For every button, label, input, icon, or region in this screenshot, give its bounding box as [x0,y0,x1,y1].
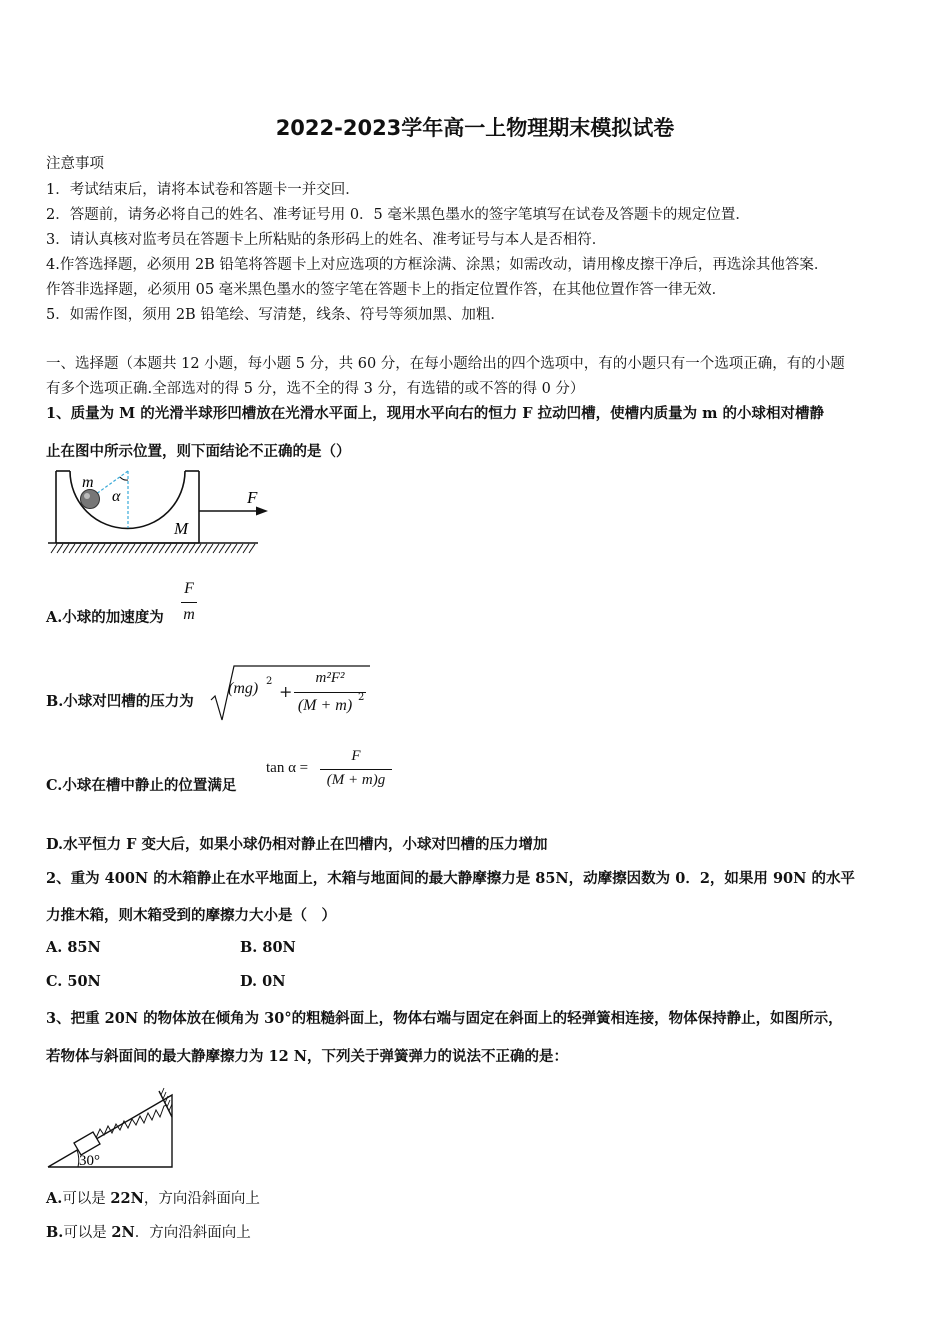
q1-a-fraction-bar [181,602,197,603]
notice-item: 3．请认真核对监考员在答题卡上所粘贴的条形码上的姓名、准考证号与本人是否相符． [46,232,607,248]
q2-option-b: B. 80N [240,939,296,956]
q1-b-term1: (mg) [228,680,259,697]
q2-option-d: D. 0N [240,973,286,990]
q2-option-c: C. 50N [46,973,101,990]
q2-option-a: A. 85N [46,939,101,956]
q1-b-exp1: 2 [266,676,273,687]
page-title: 2022-2023学年高一上物理期末模拟试卷 [275,116,675,140]
question-2-stem: 2、重为 400N 的木箱静止在水平地面上，木箱与地面间的最大静摩擦力是 85N，动摩擦因数为 0．2，如果用 90N 的水平 [46,870,855,887]
notice-item: 5．如需作图，须用 2B 铅笔绘、写清楚，线条、符号等须加黑、加粗． [46,307,505,323]
section-heading: 一、选择题（本题共 12 小题，每小题 5 分，共 60 分，在每小题给出的四个选项中，有的小题只有一个选项正确，有的小题 [46,356,845,372]
q1-c-lhs: tan α = [266,760,309,776]
notice-item: 4.作答选择题，必须用 2B 铅笔将答题卡上对应选项的方框涂满、涂黑；如需改动，请用橡皮擦干净后，再选涂其他答案． [46,257,829,273]
notice-item: 2．答题前，请务必将自己的姓名、准考证号用 0．5 毫米黑色墨水的签字笔填写在试卷及答题卡的规定位置． [46,207,750,223]
figure-label-M: M [174,519,189,538]
q1-option-d: D.水平恒力 F 变大后，如果小球仍相对静止在凹槽内，小球对凹槽的压力增加 [46,836,548,853]
q3-option-a: A.可以是 22N，方向沿斜面向上 [46,1190,260,1207]
figure-label-F: F [247,488,258,507]
notice-item: 作答非选择题，必须用 05 毫米黑色墨水的签字笔在答题卡上的指定位置作答，在其他位置作答一律无效． [46,282,727,298]
q3-option-b: B.可以是 2N．方向沿斜面向上 [46,1224,251,1241]
q1-c-fraction-bar [320,769,392,770]
q1-option-a: A.小球的加速度为 [46,609,164,626]
q1-b-plus: + [279,682,293,701]
q1-c-numerator: F [351,748,361,764]
q1-b-exp2: 2 [358,692,365,703]
question-1-stem: 1、质量为 M 的光滑半球形凹槽放在光滑水平面上，现用水平向右的恒力 F 拉动凹槽，使槽内质量为 m 的小球相对槽静 [46,405,825,422]
q1-b-denominator: (M + m) [297,697,353,714]
q1-a-numerator: F [184,580,194,597]
q1-b-fraction-bar [294,692,366,693]
question-1-figure [44,463,274,558]
question-3-stem: 3、把重 20N 的物体放在倾角为 30°的粗糙斜面上，物体右端与固定在斜面上的轻弹簧相连接，物体保持静止，如图所示， [46,1010,843,1027]
q1-b-numerator: m²F² [315,670,345,686]
notice-item: 1．考试结束后，请将本试卷和答题卡一并交回． [46,182,360,198]
notice-heading: 注意事项 [46,156,104,172]
question-3-figure [44,1075,184,1175]
question-2-stem-cont: 力推木箱，则木箱受到的摩擦力大小是（ ） [46,907,336,924]
figure-label-alpha: α [112,488,121,505]
section-heading-cont: 有多个选项正确.全部选对的得 5 分，选不全的得 3 分，有选错的或不答的得 0 分） [46,381,585,397]
q1-a-denominator: m [183,606,195,623]
q1-option-c: C.小球在槽中静止的位置满足 [46,777,237,794]
q1-c-denominator: (M + m)g [326,772,386,788]
question-3-stem-cont: 若物体与斜面间的最大静摩擦力为 12 N，下列关于弹簧弹力的说法不正确的是： [46,1048,569,1065]
q1-option-b: B.小球对凹槽的压力为 [46,693,194,710]
question-1-stem-cont: 止在图中所示位置，则下面结论不正确的是（） [46,443,351,460]
figure-angle-label: 30° [79,1153,100,1169]
figure-label-m: m [82,474,94,491]
